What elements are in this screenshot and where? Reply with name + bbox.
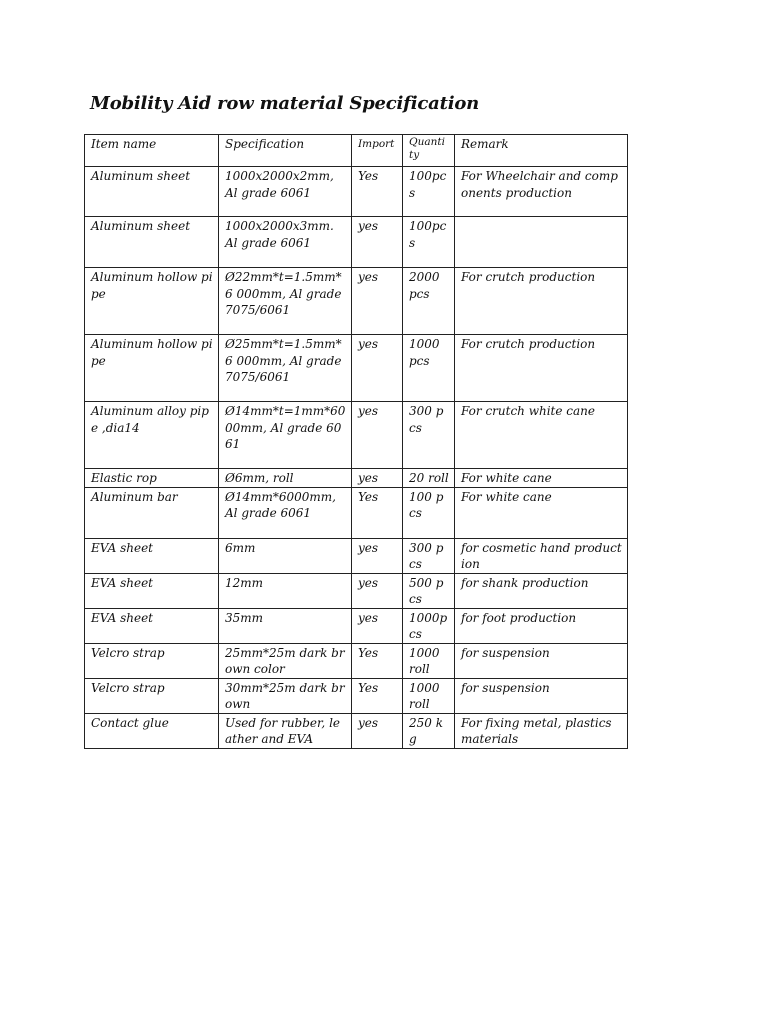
cell-import: Yes	[352, 678, 403, 713]
table-row	[85, 217, 628, 268]
cell-quantity: 500 pcs	[403, 573, 455, 608]
cell-import: yes	[352, 608, 403, 643]
table-row	[85, 167, 628, 217]
table-row	[85, 487, 628, 538]
header-specification: Specification	[219, 135, 352, 167]
cell-quantity: 1000 roll	[403, 678, 455, 713]
cell-specification: Used for rubber, leather and EVA	[219, 713, 352, 748]
cell-quantity: 100pc s	[403, 167, 455, 217]
cell-item-name: EVA sheet	[85, 573, 219, 608]
cell-import: yes	[352, 402, 403, 469]
cell-item-name: Aluminum sheet	[85, 217, 219, 268]
cell-quantity: 300 pcs	[403, 402, 455, 469]
cell-import: yes	[352, 538, 403, 573]
cell-specification: Ø14mm*6000mm, Al grade 6061	[219, 487, 352, 538]
cell-remark: For crutch production	[455, 335, 628, 402]
table-row	[85, 469, 628, 488]
cell-quantity: 100 pcs	[403, 487, 455, 538]
table-row	[85, 608, 628, 643]
cell-quantity: 2000 pcs	[403, 268, 455, 335]
cell-specification: 25mm*25m dark brown color	[219, 643, 352, 678]
table-row	[85, 538, 628, 573]
cell-import: Yes	[352, 643, 403, 678]
table-row	[85, 335, 628, 402]
cell-remark	[455, 217, 628, 268]
cell-import: yes	[352, 217, 403, 268]
cell-quantity: 250 kg	[403, 713, 455, 748]
cell-specification: Ø14mm*t=1mm*60 00mm, Al grade 6061	[219, 402, 352, 469]
cell-specification: Ø22mm*t=1.5mm*6 000mm, Al grade7075/6061	[219, 268, 352, 335]
cell-remark: For crutch production	[455, 268, 628, 335]
cell-remark: For crutch white cane	[455, 402, 628, 469]
cell-import: Yes	[352, 487, 403, 538]
cell-specification: 1000x2000x3mm. Al grade 6061	[219, 217, 352, 268]
cell-remark: For Wheelchair and components production	[455, 167, 628, 217]
header-item-name: Item name	[85, 135, 219, 167]
cell-specification: Ø6mm, roll	[219, 469, 352, 488]
header-quantity: Quanti ty	[403, 135, 455, 167]
cell-remark: For white cane	[455, 487, 628, 538]
cell-import: yes	[352, 469, 403, 488]
cell-item-name: Aluminum sheet	[85, 167, 219, 217]
cell-quantity: 100pc s	[403, 217, 455, 268]
table-row	[85, 268, 628, 335]
cell-quantity: 1000p cs	[403, 608, 455, 643]
cell-import: yes	[352, 268, 403, 335]
header-remark: Remark	[455, 135, 628, 167]
cell-remark: For white cane	[455, 469, 628, 488]
cell-item-name: Aluminum hollow pipe	[85, 335, 219, 402]
cell-import: yes	[352, 335, 403, 402]
material-spec-table	[84, 134, 628, 749]
cell-remark: for shank production	[455, 573, 628, 608]
cell-item-name: Aluminum hollow pipe	[85, 268, 219, 335]
cell-import: Yes	[352, 167, 403, 217]
cell-item-name: EVA sheet	[85, 538, 219, 573]
cell-remark: for suspension	[455, 678, 628, 713]
cell-item-name: EVA sheet	[85, 608, 219, 643]
cell-item-name: Contact glue	[85, 713, 219, 748]
cell-remark: for foot production	[455, 608, 628, 643]
cell-item-name: Velcro strap	[85, 643, 219, 678]
cell-specification: 1000x2000x2mm, Al grade 6061	[219, 167, 352, 217]
table-row	[85, 402, 628, 469]
cell-remark: for suspension	[455, 643, 628, 678]
cell-specification: Ø25mm*t=1.5mm*6 000mm, Al grade7075/6061	[219, 335, 352, 402]
cell-specification: 35mm	[219, 608, 352, 643]
cell-remark: for cosmetic hand production	[455, 538, 628, 573]
cell-item-name: Aluminum alloy pipe ,dia14	[85, 402, 219, 469]
cell-import: yes	[352, 713, 403, 748]
header-import: Import	[352, 135, 403, 167]
cell-specification: 12mm	[219, 573, 352, 608]
cell-item-name: Aluminum bar	[85, 487, 219, 538]
table-row	[85, 678, 628, 713]
cell-quantity: 300 pcs	[403, 538, 455, 573]
table-row	[85, 573, 628, 608]
cell-remark: For fixing metal, plastics materials	[455, 713, 628, 748]
table-header-row	[85, 135, 628, 167]
cell-specification: 30mm*25m dark brown	[219, 678, 352, 713]
table-row	[85, 713, 628, 748]
cell-item-name: Velcro strap	[85, 678, 219, 713]
cell-quantity: 20 roll	[403, 469, 455, 488]
table-row	[85, 643, 628, 678]
cell-quantity: 1000 pcs	[403, 335, 455, 402]
cell-quantity: 1000 roll	[403, 643, 455, 678]
cell-import: yes	[352, 573, 403, 608]
cell-item-name: Elastic rop	[85, 469, 219, 488]
cell-specification: 6mm	[219, 538, 352, 573]
document-title: Mobility Aid row material Specification	[90, 93, 480, 114]
